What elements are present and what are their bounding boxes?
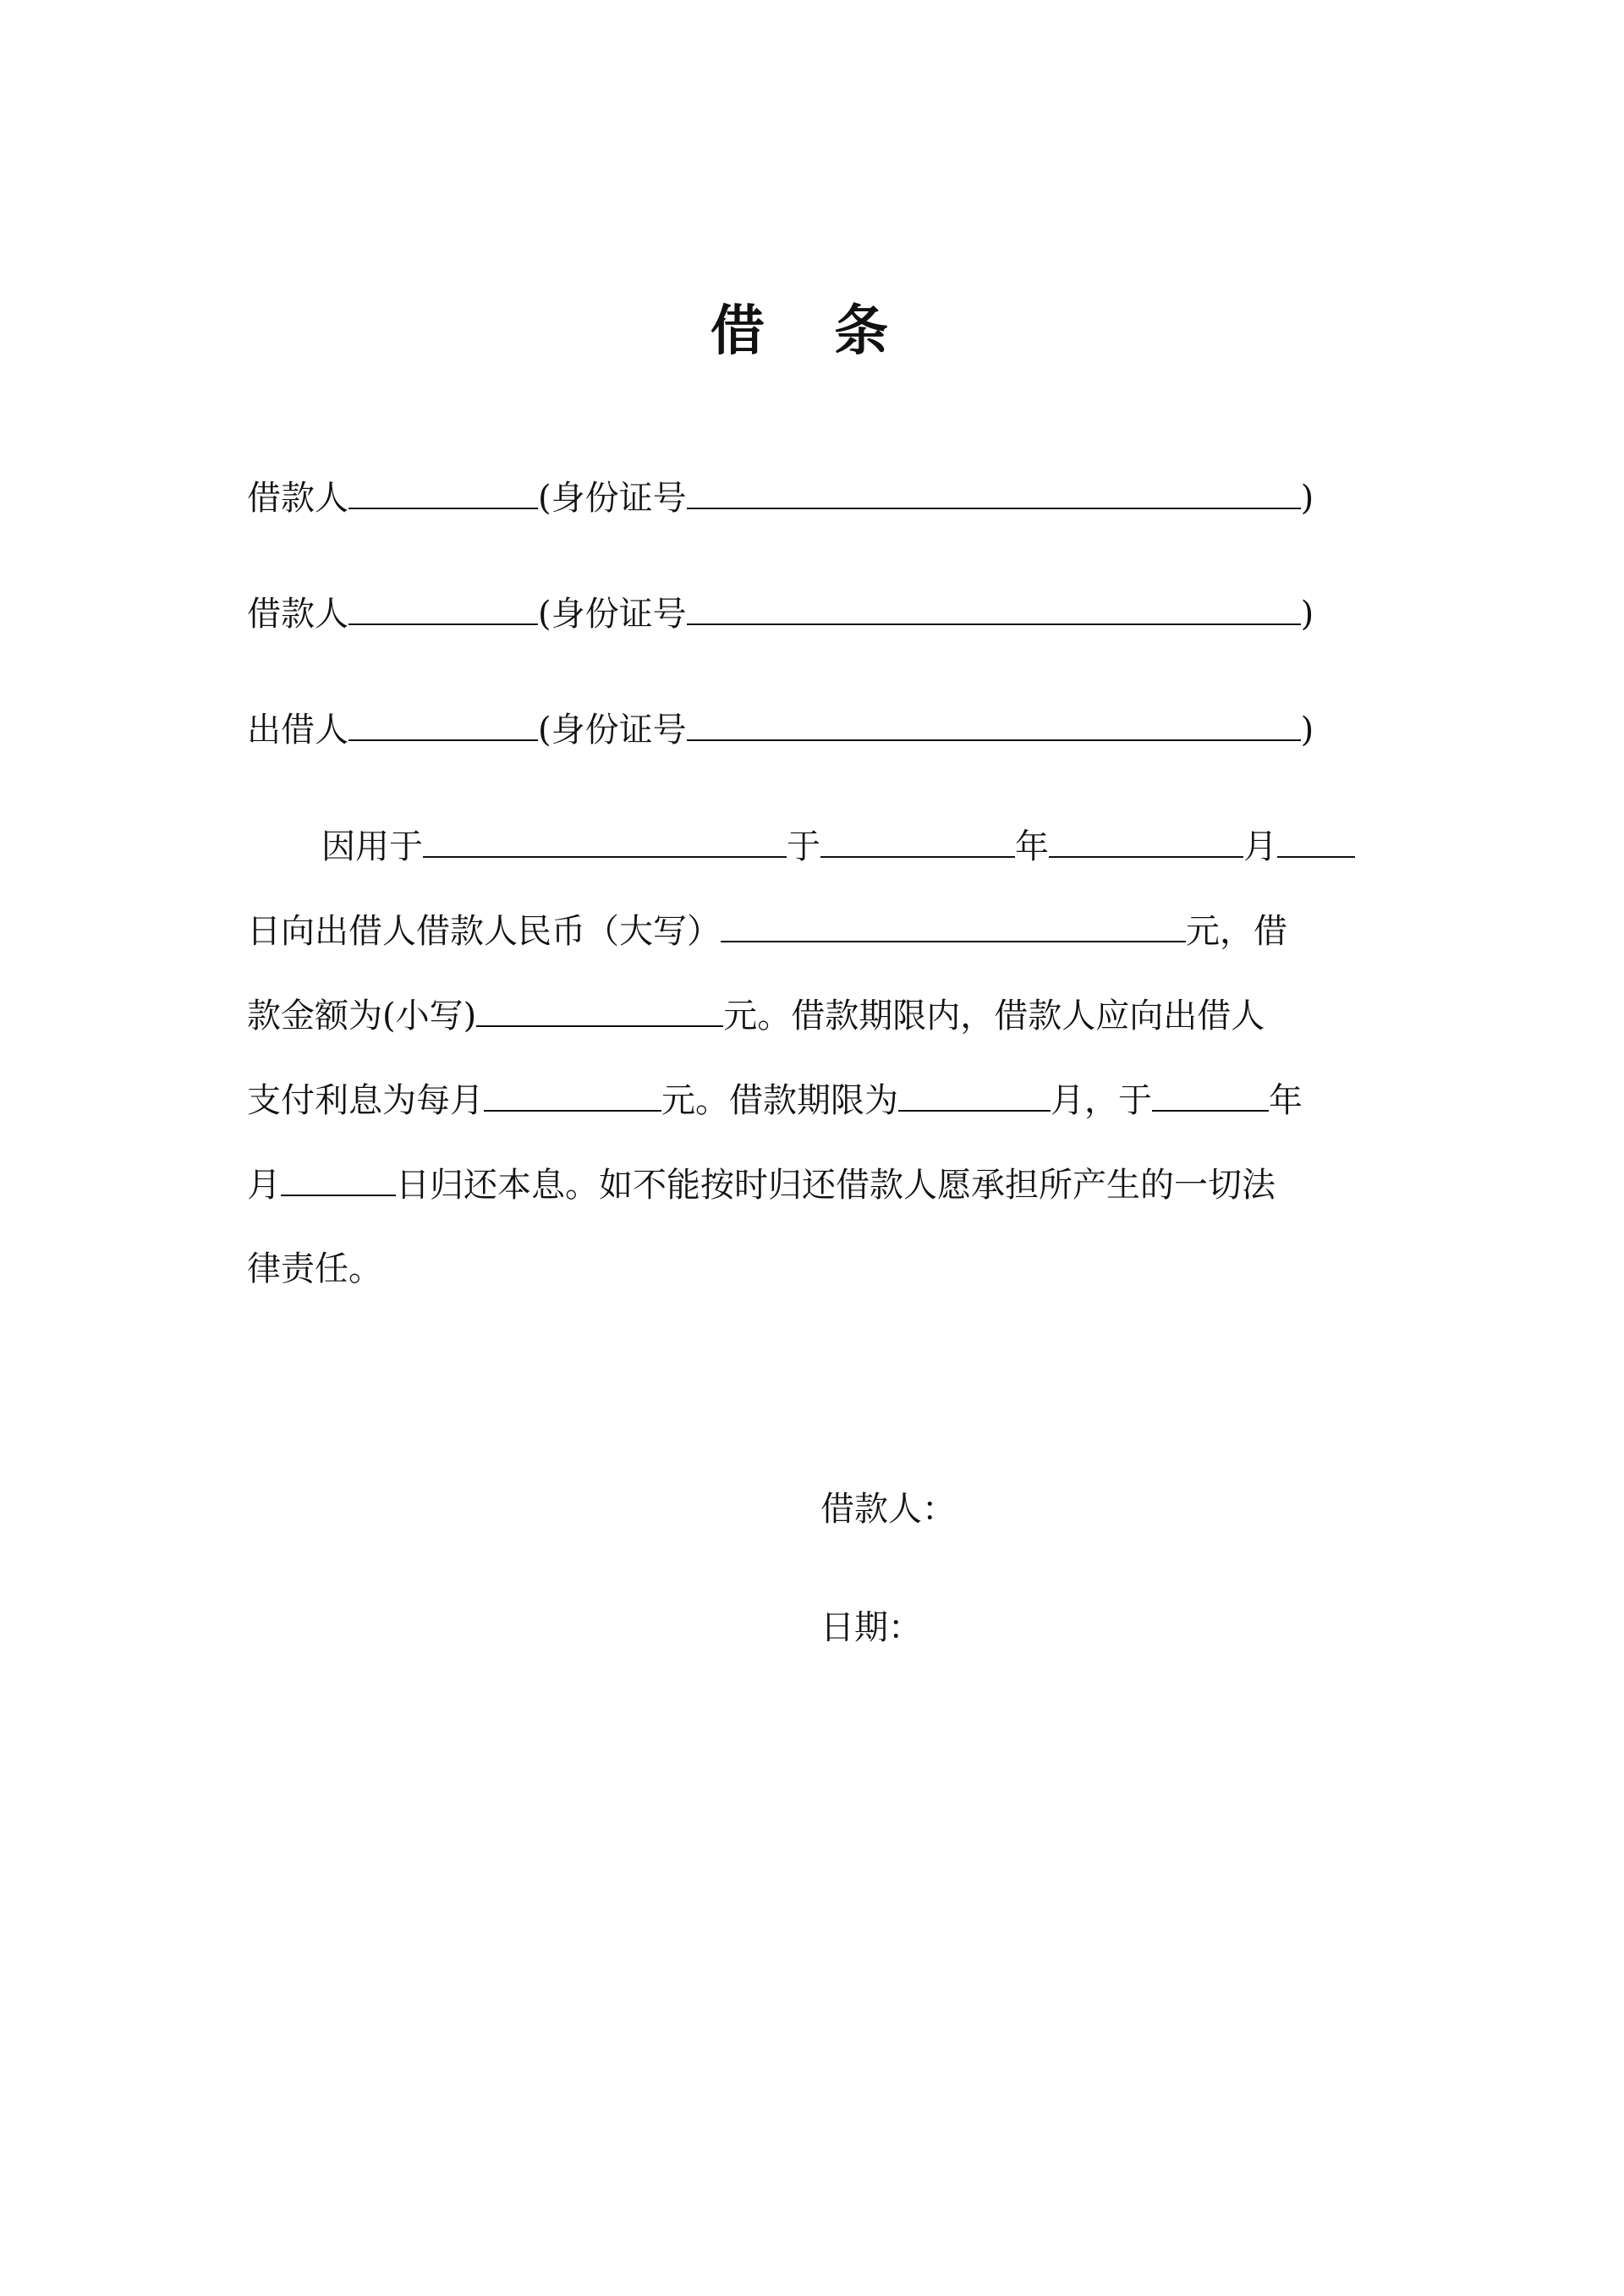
body-text: 年 <box>1269 1081 1303 1120</box>
body-text: 因用于 <box>321 827 423 866</box>
body-text: 支付利息为每月 <box>247 1081 484 1120</box>
body-text: 元。借款期限内，借款人应向出借人 <box>723 997 1265 1035</box>
body-text: 日归还本息。如不能按时归还借款人愿承担所产生的一切法 <box>396 1166 1276 1205</box>
party-row-lender <box>247 706 1314 754</box>
id-close: ) <box>1300 711 1314 750</box>
purpose-blank-field[interactable] <box>423 822 787 858</box>
monthly-interest-blank-field[interactable] <box>484 1076 661 1112</box>
body-line-6 <box>247 1245 1384 1293</box>
body-line-1 <box>247 822 1384 871</box>
name-blank-field[interactable] <box>348 706 538 741</box>
amount-numeric-blank-field[interactable] <box>476 991 723 1027</box>
id-close: ) <box>1300 595 1314 634</box>
date-label: 日期： <box>820 1608 922 1647</box>
name-blank-field[interactable] <box>348 474 538 509</box>
party-role-label: 借款人 <box>247 479 348 518</box>
body-text: 月 <box>247 1166 281 1205</box>
body-line-2 <box>247 907 1384 955</box>
loan-year-blank-field[interactable] <box>820 822 1015 858</box>
name-blank-field[interactable] <box>348 590 538 625</box>
id-label: (身份证号 <box>538 479 687 518</box>
body-text: 年 <box>1015 827 1049 866</box>
body-line-5 <box>247 1161 1384 1209</box>
id-label: (身份证号 <box>538 595 687 634</box>
party-role-label: 借款人 <box>247 595 348 634</box>
body-text: 月 <box>1243 827 1277 866</box>
id-label: (身份证号 <box>538 711 687 750</box>
body-line-3 <box>247 991 1384 1040</box>
repay-day-blank-field[interactable] <box>281 1161 396 1196</box>
body-text: 律责任。 <box>247 1250 382 1288</box>
loan-month-blank-field[interactable] <box>1049 822 1243 858</box>
party-role-label: 出借人 <box>247 711 348 750</box>
party-row-borrower-2 <box>247 590 1314 638</box>
body-line-4 <box>247 1076 1384 1124</box>
id-number-blank-field[interactable] <box>687 474 1301 509</box>
repay-year-blank-field[interactable] <box>1152 1076 1269 1112</box>
body-text: 元。借款期限为 <box>661 1081 898 1120</box>
id-close: ) <box>1300 479 1314 518</box>
document-title: 借 条 <box>710 300 914 363</box>
loan-day-blank-field[interactable] <box>1277 822 1355 858</box>
id-number-blank-field[interactable] <box>687 706 1301 741</box>
body-text: 款金额为(小写) <box>247 997 477 1035</box>
body-text: 日向出借人借款人民币（大写） <box>247 912 721 951</box>
borrower-signature-label: 借款人： <box>820 1490 956 1529</box>
amount-uppercase-blank-field[interactable] <box>721 907 1186 942</box>
loan-term-blank-field[interactable] <box>898 1076 1051 1112</box>
party-row-borrower-1 <box>247 474 1314 522</box>
body-text: 元，借 <box>1186 912 1287 951</box>
body-text: 于 <box>787 827 820 866</box>
id-number-blank-field[interactable] <box>687 590 1301 625</box>
body-text: 月，于 <box>1051 1081 1152 1120</box>
